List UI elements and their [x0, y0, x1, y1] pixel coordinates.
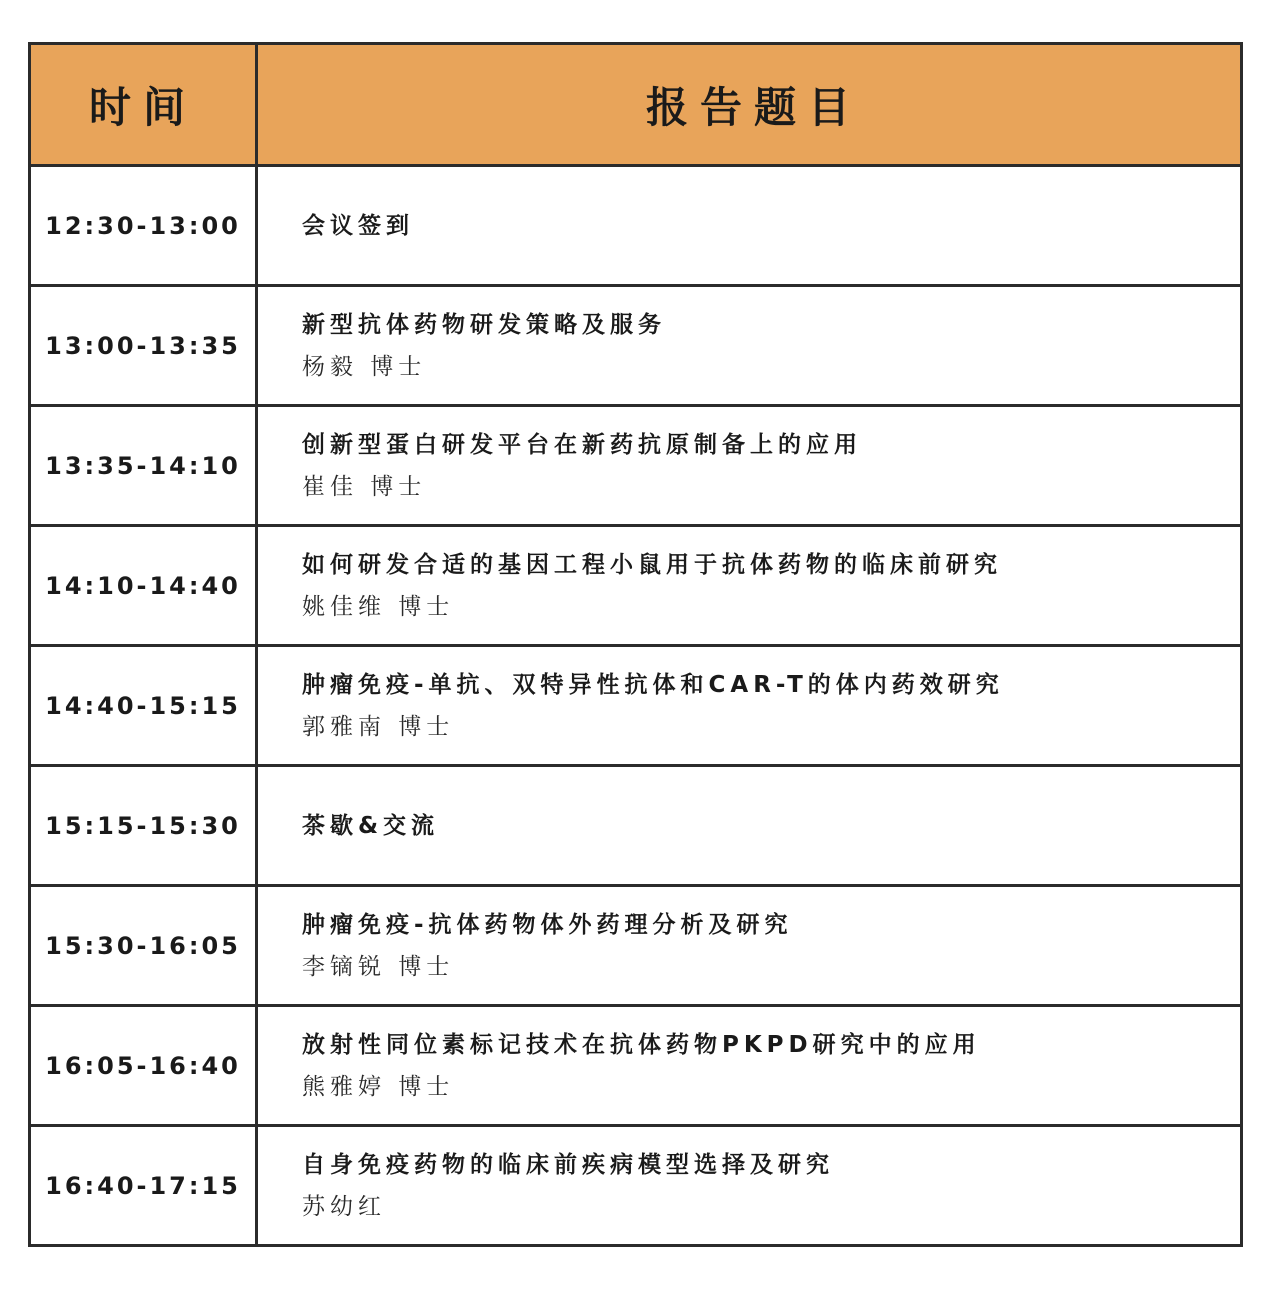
table-row — [30, 1006, 1242, 1126]
time-cell: 15:30-16:05 — [30, 886, 257, 1006]
table-row — [30, 1126, 1242, 1246]
speaker-name: 熊雅婷 博士 — [302, 1073, 455, 1100]
speaker-name: 李镝锐 博士 — [302, 953, 455, 980]
talk-title: 肿瘤免疫-抗体药物体外药理分析及研究 — [302, 911, 793, 938]
talk-title: 如何研发合适的基因工程小鼠用于抗体药物的临床前研究 — [302, 551, 1002, 578]
speaker-name: 郭雅南 博士 — [302, 713, 455, 740]
time-cell: 12:30-13:00 — [30, 166, 257, 286]
speaker-name: 崔佳 博士 — [302, 473, 427, 500]
content-cell — [257, 766, 1242, 886]
speaker-name: 杨毅 博士 — [302, 353, 427, 380]
table-row — [30, 286, 1242, 406]
table-row — [30, 766, 1242, 886]
talk-title: 自身免疫药物的临床前疾病模型选择及研究 — [302, 1151, 834, 1178]
table-row — [30, 646, 1242, 766]
time-cell: 14:40-15:15 — [30, 646, 257, 766]
header-time: 时间 — [30, 44, 257, 166]
content-cell — [257, 1126, 1242, 1246]
talk-title: 会议签到 — [302, 212, 414, 239]
talk-title: 放射性同位素标记技术在抗体药物PKPD研究中的应用 — [302, 1031, 981, 1058]
talk-title: 肿瘤免疫-单抗、双特异性抗体和CAR-T的体内药效研究 — [302, 671, 1004, 698]
time-cell: 16:40-17:15 — [30, 1126, 257, 1246]
talk-title: 新型抗体药物研发策略及服务 — [302, 311, 666, 338]
table-row — [30, 166, 1242, 286]
schedule-table — [28, 42, 1243, 1247]
talk-title: 创新型蛋白研发平台在新药抗原制备上的应用 — [302, 431, 862, 458]
content-cell — [257, 1006, 1242, 1126]
content-cell — [257, 406, 1242, 526]
content-cell — [257, 166, 1242, 286]
speaker-name: 苏幼红 — [302, 1193, 386, 1220]
content-cell — [257, 646, 1242, 766]
time-cell: 14:10-14:40 — [30, 526, 257, 646]
time-cell: 16:05-16:40 — [30, 1006, 257, 1126]
time-cell: 13:35-14:10 — [30, 406, 257, 526]
table-row — [30, 526, 1242, 646]
speaker-name: 姚佳维 博士 — [302, 593, 455, 620]
content-cell — [257, 526, 1242, 646]
header-row — [30, 44, 1242, 166]
content-cell — [257, 886, 1242, 1006]
header-title: 报告题目 — [257, 44, 1242, 166]
talk-title: 茶歇&交流 — [302, 812, 440, 839]
time-cell: 13:00-13:35 — [30, 286, 257, 406]
table-row — [30, 886, 1242, 1006]
content-cell — [257, 286, 1242, 406]
table-row — [30, 406, 1242, 526]
time-cell: 15:15-15:30 — [30, 766, 257, 886]
